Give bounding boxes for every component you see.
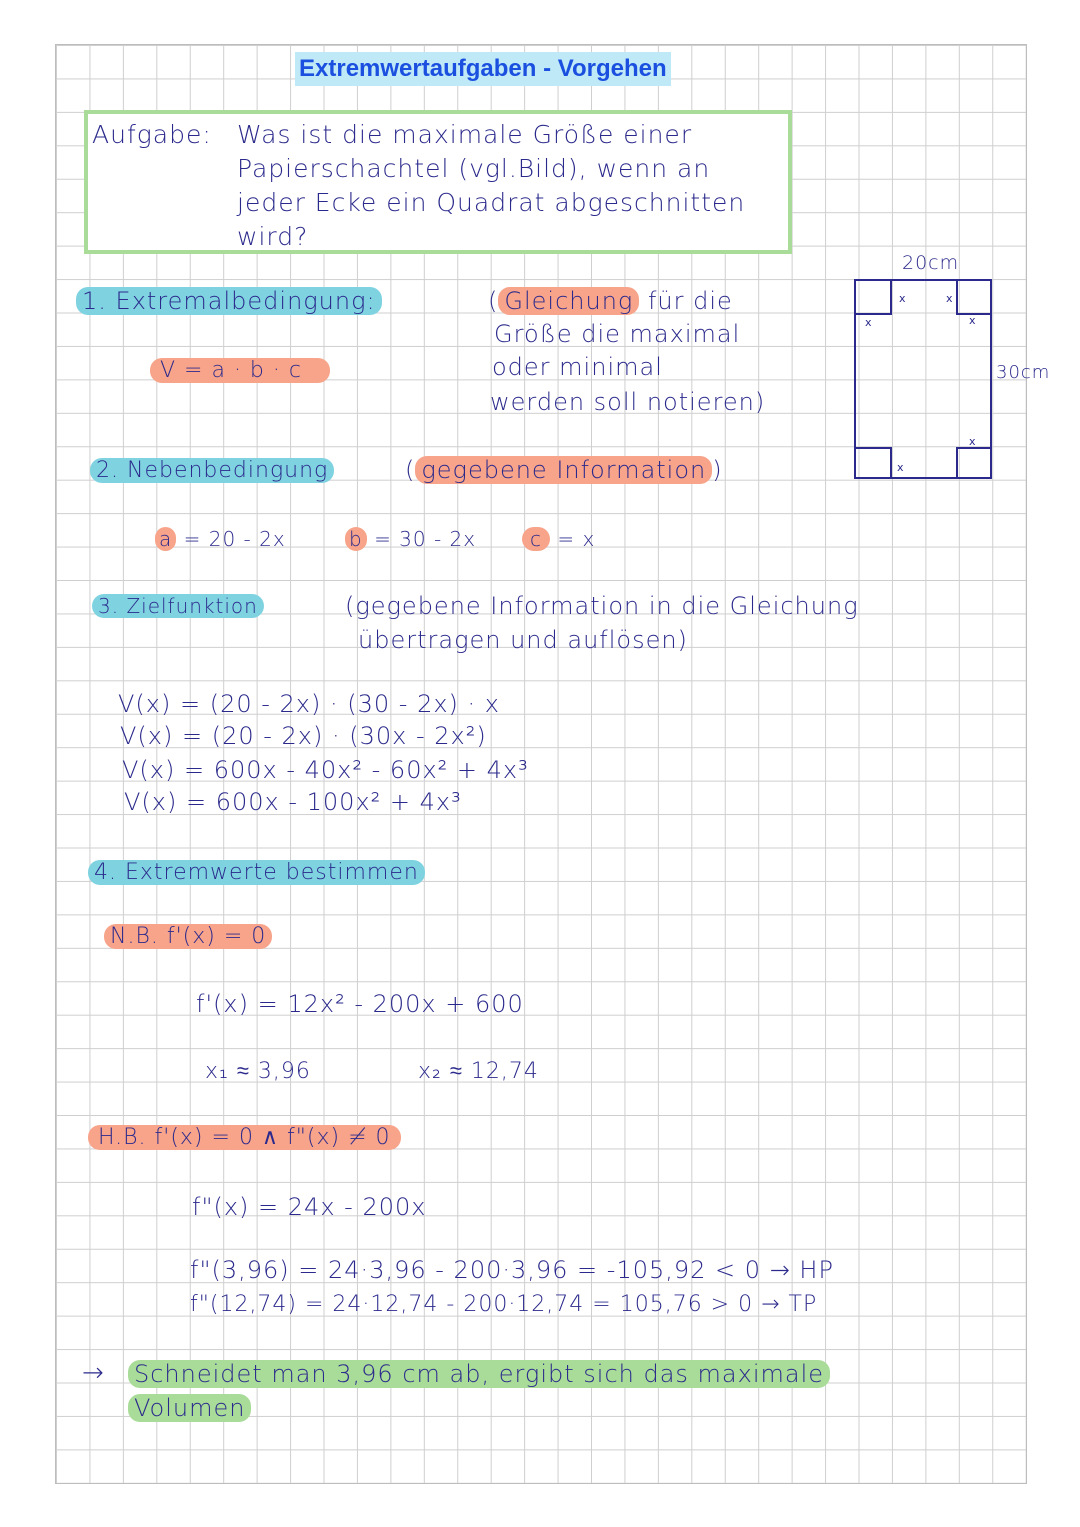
step4-heading bbox=[88, 860, 425, 885]
step3-heading-text: 3. Zielfunktion bbox=[92, 594, 264, 618]
step2-c-equation bbox=[522, 527, 595, 551]
step4-hb bbox=[88, 1125, 401, 1150]
step1-heading bbox=[76, 287, 382, 315]
step1-note-rest: für die bbox=[647, 287, 733, 315]
step3-line-4: V(x) = 600x - 100x² + 4x³ bbox=[124, 788, 462, 816]
step1-note-highlight: Gleichung bbox=[498, 287, 639, 315]
step4-x2: x₂ ≈ 12,74 bbox=[418, 1059, 539, 1084]
corner-square-bl bbox=[855, 448, 891, 478]
step1-formula-text: V = a · b · c bbox=[150, 358, 330, 383]
task-line-3: jeder Ecke ein Quadrat abgeschnitten bbox=[237, 188, 746, 217]
step3-heading bbox=[92, 594, 264, 618]
box-net-diagram bbox=[853, 278, 993, 480]
step3-note-line-2: übertragen und auflösen) bbox=[358, 626, 688, 654]
step2-a-rest: = 20 - 2x bbox=[183, 527, 286, 551]
step4-hb-text: H.B. f'(x) = 0 ∧ f"(x) ≠ 0 bbox=[88, 1125, 401, 1150]
corner-mark: x bbox=[865, 316, 872, 329]
step1-heading-text: 1. Extremalbedingung: bbox=[76, 287, 382, 315]
step1-formula bbox=[150, 358, 330, 383]
step4-check-1: f"(3,96) = 24·3,96 - 200·3,96 = -105,92 < 0 → HP bbox=[190, 1256, 834, 1284]
conclusion-line-2 bbox=[128, 1394, 251, 1422]
step4-second-derivative: f"(x) = 24x - 200x bbox=[192, 1193, 427, 1221]
step1-note-line-3: oder minimal bbox=[492, 353, 663, 381]
step4-x1: x₁ ≈ 3,96 bbox=[205, 1059, 311, 1084]
corner-square-br bbox=[957, 448, 991, 478]
step1-paren-open: ( bbox=[488, 287, 499, 315]
corner-mark: x bbox=[897, 461, 904, 474]
step2-c-var: c bbox=[522, 527, 550, 551]
step3-line-3: V(x) = 600x - 40x² - 60x² + 4x³ bbox=[122, 756, 529, 784]
step1-note-line-4: werden soll notieren) bbox=[490, 388, 766, 416]
step3-note-line-1: (gegebene Information in die Gleichung bbox=[345, 592, 859, 620]
step2-paren-close: ) bbox=[712, 456, 723, 484]
step4-derivative: f'(x) = 12x² - 200x + 600 bbox=[196, 990, 524, 1018]
corner-mark: x bbox=[899, 292, 906, 305]
diagram-width-label: 20cm bbox=[902, 252, 960, 274]
step4-check-2: f"(12,74) = 24·12,74 - 200·12,74 = 105,76 > 0 → TP bbox=[190, 1292, 818, 1317]
task-label: Aufgabe: bbox=[92, 120, 212, 149]
step2-note bbox=[405, 456, 723, 484]
step2-b-equation bbox=[345, 527, 476, 551]
task-line-4: wird? bbox=[237, 222, 309, 251]
step4-nb bbox=[104, 924, 272, 949]
step2-heading-text: 2. Nebenbedingung bbox=[90, 458, 334, 483]
step1-note-line-2: Größe die maximal bbox=[494, 320, 741, 348]
corner-square-tl bbox=[855, 280, 891, 314]
conclusion-line-2-text: Volumen bbox=[128, 1394, 251, 1422]
conclusion-line-1-text: Schneidet man 3,96 cm ab, ergibt sich das maximale bbox=[128, 1360, 830, 1388]
step2-b-rest: = 30 - 2x bbox=[374, 527, 477, 551]
corner-mark: x bbox=[969, 435, 976, 448]
step4-heading-text: 4. Extremwerte bestimmen bbox=[88, 860, 425, 885]
task-line-2: Papierschachtel (vgl.Bild), wenn an bbox=[237, 154, 711, 183]
corner-square-tr bbox=[957, 280, 991, 314]
corner-mark: x bbox=[946, 292, 953, 305]
step1-note-line-1 bbox=[488, 287, 733, 315]
step2-a-equation bbox=[155, 527, 286, 551]
page-title: Extremwertaufgaben - Vorgehen bbox=[295, 52, 671, 86]
step3-line-2: V(x) = (20 - 2x) · (30x - 2x²) bbox=[120, 722, 487, 750]
step3-line-1: V(x) = (20 - 2x) · (30 - 2x) · x bbox=[118, 690, 501, 718]
step2-heading bbox=[90, 458, 334, 483]
corner-mark: x bbox=[969, 314, 976, 327]
task-line-1: Was ist die maximale Größe einer bbox=[237, 120, 693, 149]
diagram-height-label: 30cm bbox=[996, 362, 1051, 383]
conclusion-line-1 bbox=[128, 1360, 830, 1388]
step2-note-highlight: gegebene Information bbox=[415, 456, 712, 484]
step2-paren-open: ( bbox=[405, 456, 416, 484]
step2-b-var: b bbox=[345, 527, 367, 551]
step4-nb-text: N.B. f'(x) = 0 bbox=[104, 924, 272, 949]
step2-c-rest: = x bbox=[557, 527, 596, 551]
step2-a-var: a bbox=[155, 527, 176, 551]
conclusion-arrow: → bbox=[82, 1358, 105, 1388]
